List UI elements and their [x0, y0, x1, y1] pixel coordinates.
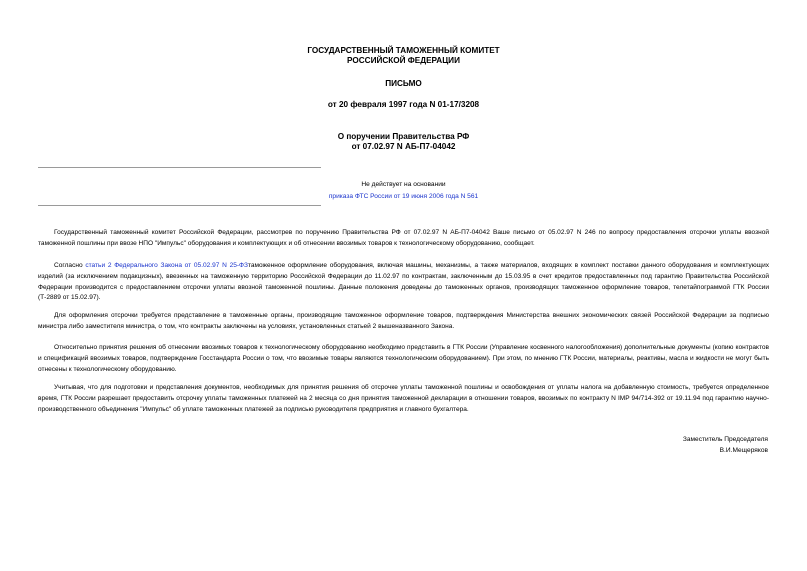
- divider-bottom: [38, 205, 321, 206]
- date-number: от 20 февраля 1997 года N 01-17/3208: [327, 100, 480, 109]
- body-paragraph-4: Относительно принятия решения об отнесении ввозимых товаров к технологическому оборудованию необходимо представить в ГТК России (Управление косвенного налогообложения) дополнительные документы (копию контрактов и спецификаций ввозимых товаров, подтверждение Госстандарта России о том, что ввозимые товары являются технологическим оборудованием). При этом, по мнению ГТК России, материалы, реактивы, масла и жидкости не могут быть отнесены к технологическому оборудованию.: [38, 344, 769, 373]
- divider-top: [38, 167, 321, 168]
- body-paragraph-3: Для оформления отсрочки требуется представление в таможенные органы, производящие таможенное оформление товаров, подтверждения Министерства внешних экономических связей Российской Федерации за подписью министра либо заместителя министра, о том, что контракты заключены на условиях, установленных статьей 2 вышеназванного Закона.: [38, 312, 769, 330]
- signer-position: Заместитель Председателя: [682, 436, 768, 443]
- document-type: ПИСЬМО: [385, 79, 422, 88]
- signer-name: В.И.Мещеряков: [719, 447, 768, 454]
- body-paragraph-1: Государственный таможенный комитет Российской Федерации, рассмотрев по поручению Правительства РФ от 07.02.97 N АБ-П7-04042 Ваше письмо от 05.02.97 N 246 по вопросу предоставления отсрочки уплаты ввозной таможенной пошлины при ввозе НПО "Импульс" оборудования и комплектующих и об отнесении ввозимых товаров к технологическому оборудованию, сообщает.: [38, 229, 769, 247]
- subject-line-1: О поручении Правительства РФ: [337, 132, 470, 141]
- org-line-1: ГОСУДАРСТВЕННЫЙ ТАМОЖЕННЫЙ КОМИТЕТ: [307, 46, 500, 55]
- body-paragraph-5: Учитывая, что для подготовки и представления документов, необходимых для принятия решения об отсрочке уплаты таможенной пошлины и освобождения от уплаты налога на добавленную стоимость, требуется определенное время, ГТК России разрешает предоставить отсрочку уплаты таможенных платежей на 2 месяца со дня принятия таможенной декларации в отношении товаров, ввозимых по контракту N IMP 94/714-392 от 19.11.94 под гарантию научно-производственного объединения "Импульс" об уплате таможенных платежей за подписью руководителя предприятия и главного бухгалтера.: [38, 384, 769, 413]
- signature-block: [683, 434, 768, 456]
- org-line-2: РОССИЙСКОЙ ФЕДЕРАЦИИ: [347, 56, 460, 65]
- status-notice: [0, 179, 807, 203]
- law-article-link[interactable]: статьи 2 Федерального Закона от 05.02.97 N 25-ФЗ: [85, 262, 248, 269]
- subject-line-2: от 07.02.97 N АБ-П7-04042: [351, 142, 456, 151]
- status-notice-link[interactable]: приказа ФТС России от 19 июня 2006 года N 561: [328, 193, 479, 200]
- body-paragraph-2: Согласно статьи 2 Федерального Закона от 05.02.97 N 25-ФЗтаможенное оформление оборудования, включая машины, механизмы, а также материалов, входящих в комплект поставки данного оборудования и комплектующих изделий (за исключением подакцизных), ввезенных на таможенную территорию Российской Федерации до 11.02.97 по контрактам, заключенным до 15.03.95 в счет кредитов предоставленных под гарантию Правительства Российской Федерации производится с предоставлением отсрочки уплаты ввозной таможенной пошлины. Данные положения доведены до таможенных органов, производящих таможенное оформление товаров, телетайпограммой ГТК России (Т-2889 от 15.02.97).: [38, 262, 769, 302]
- status-notice-text: Не действует на основании: [361, 181, 446, 188]
